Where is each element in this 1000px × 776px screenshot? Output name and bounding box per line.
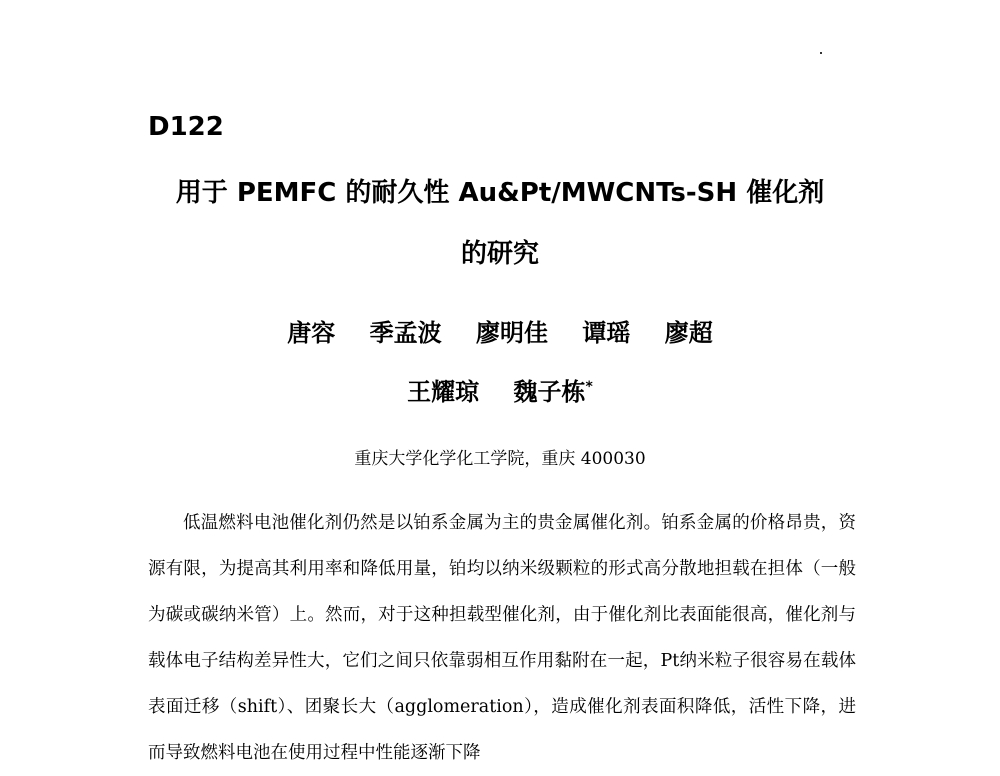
author-name-text: 魏子栋 bbox=[513, 378, 586, 406]
author-name: 王耀琼 bbox=[407, 378, 480, 406]
paper-title-line-2: 的研究 bbox=[460, 239, 539, 269]
paper-code: D122 bbox=[148, 112, 224, 142]
corresponding-author-mark: * bbox=[585, 379, 593, 395]
author-name: 廖明佳 bbox=[476, 319, 548, 347]
body-paragraph: 低温燃料电池催化剂仍然是以铂系金属为主的贵金属催化剂。铂系金属的价格昂贵，资源有限，为提高其利用率和降低用量，铂均以纳米级颗粒的形式高分散地担载在担体（一般为碳或碳纳米管）上。然而，对于这种担载型催化剂，由于催化剂比表面能很高，催化剂与载体电子结构差异性大，它们之间只依靠弱相互作用黏附在一起，Pt纳米粒子很容易在载体表面迁移（shift）、团聚长大（agglomeration），造成催化剂表面积降低，活性下降，进而导致燃料电池在使用过程中性能逐渐下降 bbox=[148, 513, 856, 763]
author-name: 季孟波 bbox=[369, 319, 442, 347]
affiliation: 重庆大学化学化工学院，重庆 400030 bbox=[354, 449, 646, 469]
author-name: 谭瑶 bbox=[582, 319, 631, 347]
author-name: 唐容 bbox=[287, 319, 336, 347]
author-list-row-1 bbox=[0, 313, 1000, 348]
author-name-corresponding bbox=[514, 372, 593, 407]
scan-speck bbox=[820, 52, 822, 54]
paper-title-line-1: 用于 PEMFC 的耐久性 Au&Pt/MWCNTs-SH 催化剂 bbox=[175, 178, 825, 208]
author-list-row-2 bbox=[0, 372, 1000, 407]
author-name: 廖超 bbox=[664, 319, 713, 347]
